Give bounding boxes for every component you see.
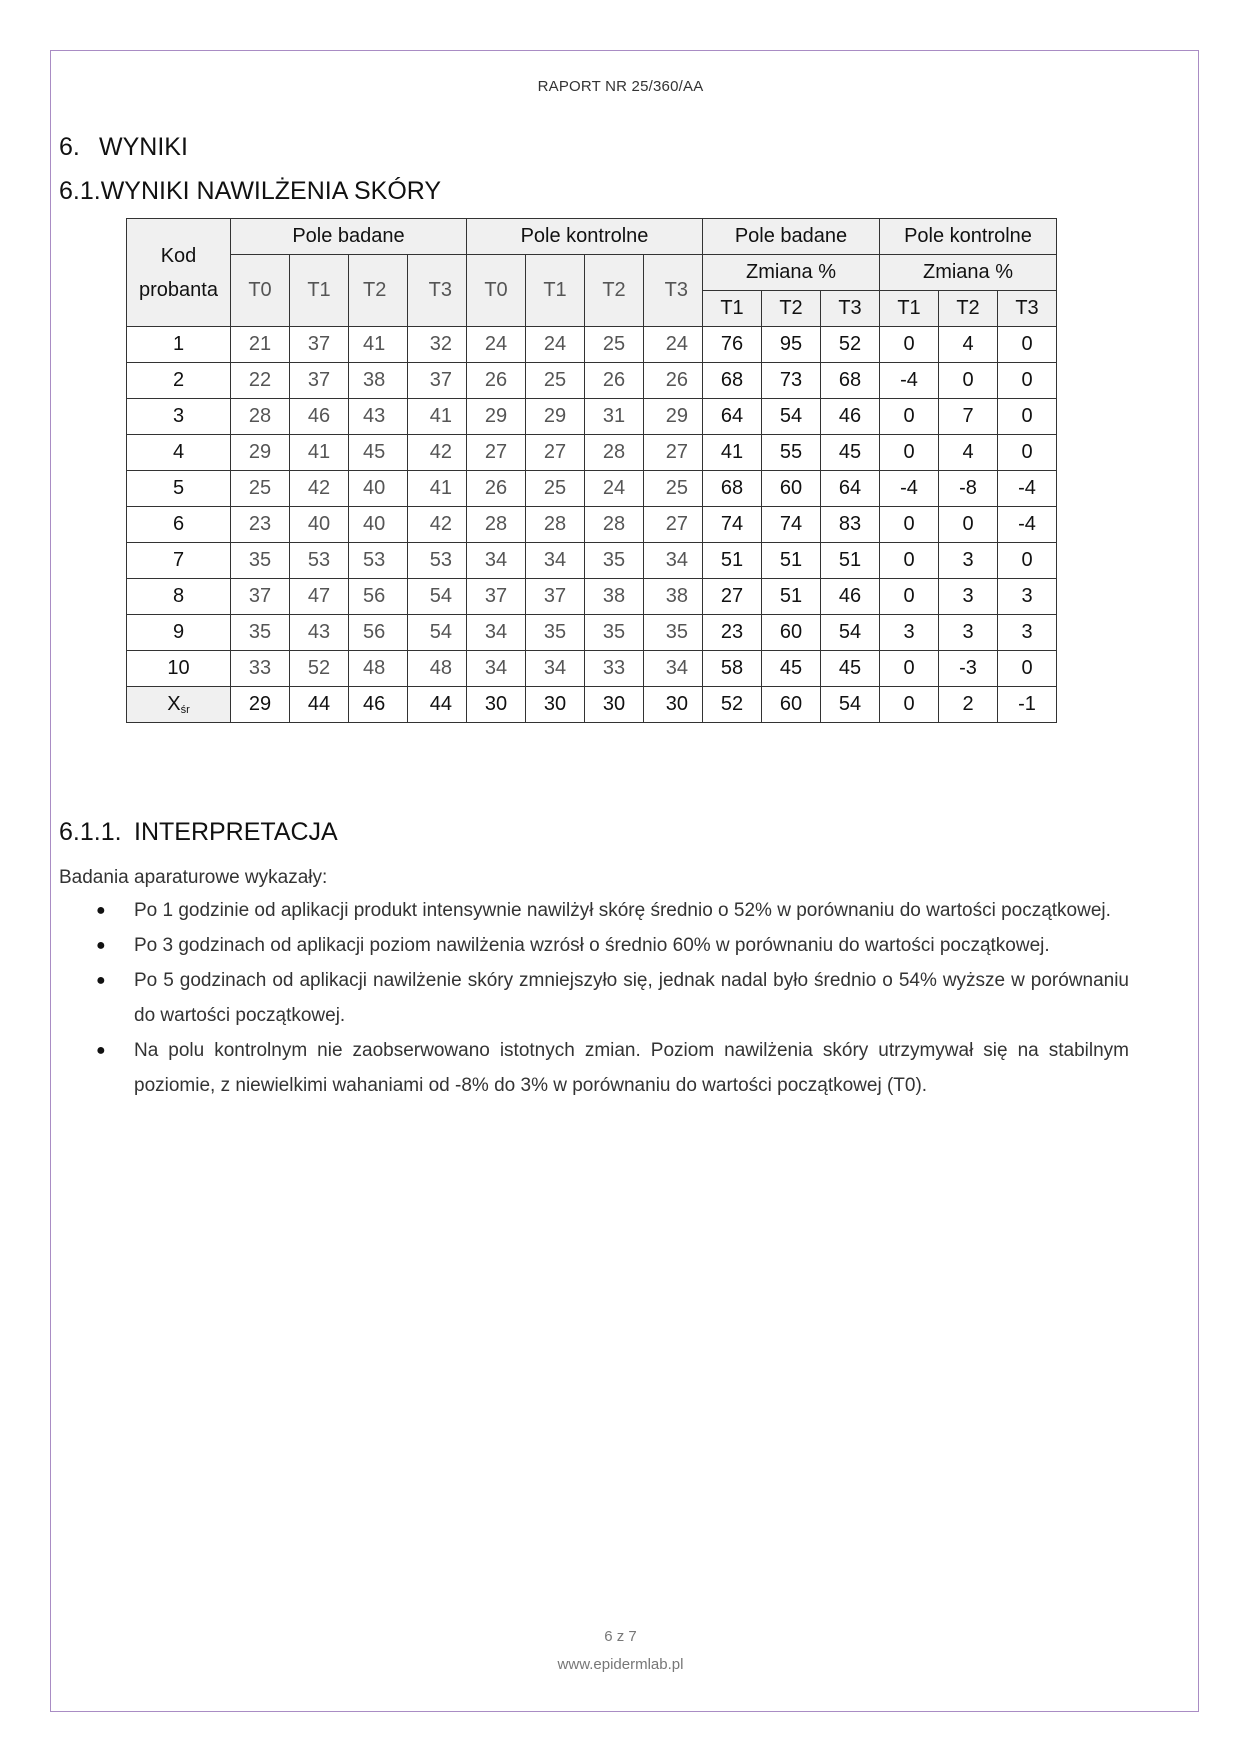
- col-header: T1: [703, 291, 762, 327]
- cell-pole-kontrolne: 26: [467, 471, 526, 507]
- table-row: [127, 615, 1057, 651]
- cell-pole-kontrolne: 35: [585, 543, 644, 579]
- cell-change-kontrolne: 0: [880, 543, 939, 579]
- change-header: Zmiana %: [703, 255, 880, 291]
- cell-change-kontrolne: 3: [939, 615, 998, 651]
- cell-pole-kontrolne: 29: [644, 399, 703, 435]
- group-header-pole-kontrolne: Pole kontrolne: [467, 219, 703, 255]
- mean-label: [127, 687, 231, 723]
- cell-pole-badane: 46: [349, 687, 408, 723]
- cell-change-badane: 54: [762, 399, 821, 435]
- list-item: [59, 893, 1129, 928]
- cell-pole-badane: 52: [290, 651, 349, 687]
- cell-pole-badane: 48: [408, 651, 467, 687]
- cell-change-badane: 58: [703, 651, 762, 687]
- cell-pole-kontrolne: 28: [526, 507, 585, 543]
- cell-pole-kontrolne: 34: [467, 651, 526, 687]
- cell-pole-badane: 42: [290, 471, 349, 507]
- cell-change-badane: 64: [821, 471, 880, 507]
- col-header: T3: [821, 291, 880, 327]
- cell-pole-kontrolne: 38: [644, 579, 703, 615]
- cell-pole-badane: 43: [290, 615, 349, 651]
- interpretation-number: 6.1.1.: [59, 818, 122, 846]
- cell-pole-kontrolne: 25: [644, 471, 703, 507]
- cell-pole-kontrolne: 26: [585, 363, 644, 399]
- cell-pole-badane: 54: [408, 615, 467, 651]
- group-header-pole-badane: Pole badane: [231, 219, 467, 255]
- cell-pole-kontrolne: 34: [644, 651, 703, 687]
- cell-pole-badane: 37: [408, 363, 467, 399]
- cell-pole-badane: 23: [231, 507, 290, 543]
- cell-pole-badane: 35: [231, 615, 290, 651]
- cell-pole-badane: 42: [408, 435, 467, 471]
- cell-pole-badane: 40: [349, 471, 408, 507]
- cell-pole-kontrolne: 29: [526, 399, 585, 435]
- bullet-icon: ●: [96, 972, 106, 989]
- cell-pole-badane: 53: [349, 543, 408, 579]
- cell-change-kontrolne: -3: [939, 651, 998, 687]
- cell-pole-kontrolne: 24: [585, 471, 644, 507]
- row-code: 7: [127, 543, 231, 579]
- cell-pole-kontrolne: 28: [585, 507, 644, 543]
- section-title: WYNIKI: [99, 133, 188, 161]
- cell-change-badane: 46: [821, 579, 880, 615]
- cell-pole-badane: 37: [290, 327, 349, 363]
- table-row: [127, 651, 1057, 687]
- cell-change-badane: 74: [703, 507, 762, 543]
- cell-pole-kontrolne: 34: [467, 615, 526, 651]
- cell-pole-kontrolne: 35: [526, 615, 585, 651]
- cell-pole-badane: 44: [290, 687, 349, 723]
- mean-symbol: X: [167, 693, 181, 715]
- col-header: T3: [408, 255, 467, 327]
- col-header: T2: [762, 291, 821, 327]
- cell-pole-kontrolne: 37: [526, 579, 585, 615]
- cell-pole-kontrolne: 38: [585, 579, 644, 615]
- footer-url: www.epidermlab.pl: [557, 1656, 684, 1673]
- row-code: 5: [127, 471, 231, 507]
- col-header: T3: [998, 291, 1057, 327]
- cell-pole-kontrolne: 25: [526, 363, 585, 399]
- cell-change-badane: 55: [762, 435, 821, 471]
- cell-pole-badane: 47: [290, 579, 349, 615]
- cell-change-badane: 60: [762, 471, 821, 507]
- cell-pole-badane: 53: [290, 543, 349, 579]
- cell-pole-badane: 37: [290, 363, 349, 399]
- row-code: 1: [127, 327, 231, 363]
- cell-change-kontrolne: 0: [880, 399, 939, 435]
- cell-change-kontrolne: 4: [939, 435, 998, 471]
- group-header-pole-badane-change: Pole badane: [703, 219, 880, 255]
- cell-pole-badane: 41: [290, 435, 349, 471]
- cell-pole-kontrolne: 28: [585, 435, 644, 471]
- cell-pole-badane: 48: [349, 651, 408, 687]
- cell-pole-badane: 21: [231, 327, 290, 363]
- cell-pole-kontrolne: 26: [644, 363, 703, 399]
- cell-pole-kontrolne: 34: [644, 543, 703, 579]
- list-item: [59, 1033, 1129, 1103]
- cell-change-kontrolne: 2: [939, 687, 998, 723]
- cell-change-kontrolne: 3: [880, 615, 939, 651]
- row-code: 9: [127, 615, 231, 651]
- cell-change-badane: 68: [703, 471, 762, 507]
- cell-pole-badane: 35: [231, 543, 290, 579]
- cell-pole-badane: 40: [349, 507, 408, 543]
- list-item: [59, 963, 1129, 1033]
- cell-change-badane: 54: [821, 687, 880, 723]
- group-header-pole-kontrolne-change: Pole kontrolne: [880, 219, 1057, 255]
- cell-pole-kontrolne: 27: [644, 507, 703, 543]
- cell-pole-kontrolne: 26: [467, 363, 526, 399]
- cell-pole-badane: 42: [408, 507, 467, 543]
- cell-pole-badane: 28: [231, 399, 290, 435]
- cell-change-badane: 73: [762, 363, 821, 399]
- cell-change-kontrolne: 0: [880, 435, 939, 471]
- cell-change-badane: 68: [703, 363, 762, 399]
- cell-change-kontrolne: 0: [880, 579, 939, 615]
- cell-change-kontrolne: 0: [998, 435, 1057, 471]
- cell-change-badane: 51: [762, 543, 821, 579]
- list-item-text: Po 3 godzinach od aplikacji poziom nawilżenia wzrósł o średnio 60% w porównaniu do wartości początkowej.: [134, 935, 1050, 956]
- list-item-text: Po 5 godzinach od aplikacji nawilżenie skóry zmniejszyło się, jednak nadal było średnio o 54% wyższe w porównaniu do wartości początkowej.: [134, 970, 1129, 1026]
- cell-change-badane: 51: [821, 543, 880, 579]
- section-number: 6.: [59, 133, 80, 161]
- cell-change-kontrolne: -4: [998, 471, 1057, 507]
- cell-change-kontrolne: 3: [939, 543, 998, 579]
- cell-pole-badane: 33: [231, 651, 290, 687]
- list-item-text: Po 1 godzinie od aplikacji produkt intensywnie nawilżył skórę średnio o 52% w porównaniu do wartości początkowej.: [134, 900, 1111, 921]
- cell-change-badane: 51: [703, 543, 762, 579]
- report-header: RAPORT NR 25/360/AA: [537, 78, 704, 95]
- change-header: Zmiana %: [880, 255, 1057, 291]
- cell-pole-kontrolne: 24: [467, 327, 526, 363]
- cell-change-kontrolne: -4: [880, 363, 939, 399]
- cell-pole-kontrolne: 29: [467, 399, 526, 435]
- row-code: 10: [127, 651, 231, 687]
- cell-change-badane: 95: [762, 327, 821, 363]
- bullet-icon: ●: [96, 902, 106, 919]
- cell-pole-badane: 40: [290, 507, 349, 543]
- cell-change-badane: 45: [821, 651, 880, 687]
- cell-change-kontrolne: -8: [939, 471, 998, 507]
- cell-pole-kontrolne: 35: [644, 615, 703, 651]
- cell-change-kontrolne: -4: [998, 507, 1057, 543]
- cell-pole-badane: 37: [231, 579, 290, 615]
- cell-change-kontrolne: 0: [880, 651, 939, 687]
- section-heading: [59, 133, 188, 162]
- interpretation-intro: Badania aparaturowe wykazały:: [59, 867, 328, 888]
- cell-pole-kontrolne: 25: [585, 327, 644, 363]
- col-header: T1: [880, 291, 939, 327]
- cell-pole-kontrolne: 30: [467, 687, 526, 723]
- cell-pole-badane: 32: [408, 327, 467, 363]
- list-item-text: Na polu kontrolnym nie zaobserwowano istotnych zmian. Poziom nawilżenia skóry utrzymywał się na stabilnym poziomie, z niewielkimi wahaniami od -8% do 3% w porównaniu do wartości początkowej (T0).: [134, 1040, 1129, 1096]
- col-header: T2: [939, 291, 998, 327]
- code-header-line1: Kod: [160, 244, 197, 267]
- cell-pole-kontrolne: 30: [526, 687, 585, 723]
- cell-pole-kontrolne: 31: [585, 399, 644, 435]
- cell-change-kontrolne: 0: [939, 507, 998, 543]
- cell-change-badane: 54: [821, 615, 880, 651]
- cell-pole-kontrolne: 35: [585, 615, 644, 651]
- row-code: 4: [127, 435, 231, 471]
- cell-pole-kontrolne: 34: [467, 543, 526, 579]
- cell-pole-kontrolne: 33: [585, 651, 644, 687]
- cell-change-kontrolne: 3: [998, 579, 1057, 615]
- table-row: [127, 579, 1057, 615]
- bullet-icon: ●: [96, 1042, 106, 1059]
- cell-pole-kontrolne: 24: [644, 327, 703, 363]
- cell-pole-badane: 41: [408, 471, 467, 507]
- cell-change-badane: 45: [762, 651, 821, 687]
- col-header: T0: [231, 255, 290, 327]
- cell-pole-badane: 54: [408, 579, 467, 615]
- cell-pole-kontrolne: 34: [526, 543, 585, 579]
- cell-change-kontrolne: 3: [998, 615, 1057, 651]
- cell-change-kontrolne: 0: [998, 327, 1057, 363]
- row-code: 3: [127, 399, 231, 435]
- table-row: [127, 543, 1057, 579]
- table-row: [127, 471, 1057, 507]
- cell-change-kontrolne: 0: [880, 507, 939, 543]
- interpretation-list: [59, 893, 1129, 1103]
- cell-change-kontrolne: 0: [880, 327, 939, 363]
- cell-pole-badane: 38: [349, 363, 408, 399]
- cell-change-badane: 64: [703, 399, 762, 435]
- cell-pole-badane: 29: [231, 435, 290, 471]
- table-row: [127, 399, 1057, 435]
- row-code: 8: [127, 579, 231, 615]
- col-header: T1: [290, 255, 349, 327]
- cell-change-kontrolne: 0: [998, 651, 1057, 687]
- subsection-heading: 6.1.WYNIKI NAWILŻENIA SKÓRY: [59, 177, 442, 205]
- cell-pole-badane: 46: [290, 399, 349, 435]
- cell-pole-badane: 44: [408, 687, 467, 723]
- cell-change-kontrolne: 0: [998, 543, 1057, 579]
- col-header: T3: [644, 255, 703, 327]
- cell-change-badane: 27: [703, 579, 762, 615]
- cell-pole-kontrolne: 27: [644, 435, 703, 471]
- cell-pole-kontrolne: 27: [467, 435, 526, 471]
- col-header: T1: [526, 255, 585, 327]
- cell-change-badane: 52: [703, 687, 762, 723]
- cell-pole-badane: 56: [349, 579, 408, 615]
- col-header: T0: [467, 255, 526, 327]
- cell-pole-badane: 53: [408, 543, 467, 579]
- cell-pole-badane: 29: [231, 687, 290, 723]
- table-row: [127, 363, 1057, 399]
- cell-change-badane: 46: [821, 399, 880, 435]
- results-table: [126, 218, 1057, 723]
- cell-change-kontrolne: 0: [998, 399, 1057, 435]
- cell-change-kontrolne: -4: [880, 471, 939, 507]
- list-item: [59, 928, 1129, 963]
- page-number: 6 z 7: [604, 1628, 637, 1645]
- cell-change-badane: 83: [821, 507, 880, 543]
- cell-pole-kontrolne: 28: [467, 507, 526, 543]
- cell-change-kontrolne: 0: [998, 363, 1057, 399]
- cell-pole-kontrolne: 30: [585, 687, 644, 723]
- cell-change-badane: 51: [762, 579, 821, 615]
- cell-pole-kontrolne: 37: [467, 579, 526, 615]
- code-header: [127, 219, 231, 327]
- cell-change-badane: 76: [703, 327, 762, 363]
- cell-pole-kontrolne: 34: [526, 651, 585, 687]
- cell-change-kontrolne: 3: [939, 579, 998, 615]
- col-header: T2: [349, 255, 408, 327]
- cell-pole-badane: 41: [349, 327, 408, 363]
- cell-change-kontrolne: -1: [998, 687, 1057, 723]
- cell-pole-badane: 25: [231, 471, 290, 507]
- cell-change-kontrolne: 4: [939, 327, 998, 363]
- cell-change-badane: 41: [703, 435, 762, 471]
- table-row: [127, 327, 1057, 363]
- table-row-mean: [127, 687, 1057, 723]
- interpretation-title: INTERPRETACJA: [134, 818, 338, 846]
- cell-pole-badane: 41: [408, 399, 467, 435]
- cell-change-badane: 52: [821, 327, 880, 363]
- interpretation-heading: [59, 818, 338, 847]
- cell-change-badane: 60: [762, 615, 821, 651]
- cell-change-kontrolne: 0: [880, 687, 939, 723]
- col-header: T2: [585, 255, 644, 327]
- code-header-line2: probanta: [139, 278, 218, 301]
- table-row: [127, 435, 1057, 471]
- cell-pole-badane: 22: [231, 363, 290, 399]
- cell-change-badane: 23: [703, 615, 762, 651]
- bullet-icon: ●: [96, 937, 106, 954]
- cell-change-badane: 68: [821, 363, 880, 399]
- row-code: 2: [127, 363, 231, 399]
- cell-pole-badane: 43: [349, 399, 408, 435]
- mean-subscript: śr: [180, 704, 190, 716]
- cell-pole-kontrolne: 30: [644, 687, 703, 723]
- cell-pole-kontrolne: 25: [526, 471, 585, 507]
- cell-change-badane: 45: [821, 435, 880, 471]
- row-code: 6: [127, 507, 231, 543]
- cell-pole-badane: 56: [349, 615, 408, 651]
- cell-pole-kontrolne: 27: [526, 435, 585, 471]
- cell-change-kontrolne: 0: [939, 363, 998, 399]
- cell-change-badane: 74: [762, 507, 821, 543]
- cell-pole-kontrolne: 24: [526, 327, 585, 363]
- cell-change-badane: 60: [762, 687, 821, 723]
- table-row: [127, 507, 1057, 543]
- cell-change-kontrolne: 7: [939, 399, 998, 435]
- cell-pole-badane: 45: [349, 435, 408, 471]
